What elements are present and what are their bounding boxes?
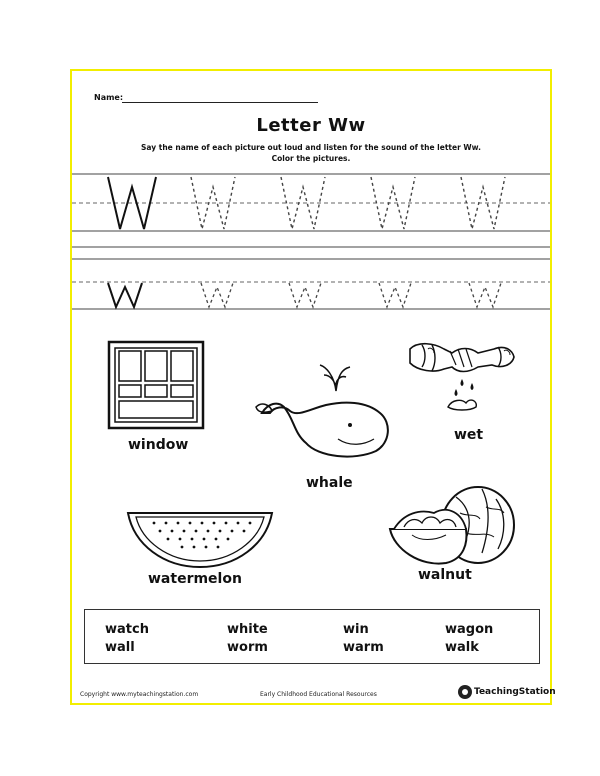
word-wall: wall [105,640,135,655]
uppercase-w-trace-3[interactable] [369,175,417,231]
uppercase-w-trace-1[interactable] [189,175,237,231]
watermelon-picture[interactable] [126,509,274,569]
footer-center: Early Childhood Educational Resources [260,691,377,698]
page-title: Letter Ww [256,115,366,136]
word-win: win [343,622,369,637]
whale-picture[interactable] [254,361,390,469]
word-worm: worm [227,640,268,655]
lowercase-w-trace-1[interactable] [199,281,235,309]
brand-logo [458,685,556,699]
whale-label: whale [306,475,353,491]
name-line[interactable] [122,102,318,103]
word-watch: watch [105,622,149,637]
word-warm: warm [343,640,384,655]
lowercase-w-trace-3[interactable] [377,281,413,309]
name-label: Name: [94,93,124,102]
instruction-line-2: Color the pictures. [271,154,351,163]
uppercase-w-trace-4[interactable] [459,175,507,231]
walnut-label: walnut [418,567,472,583]
lowercase-w-trace-4[interactable] [467,281,503,309]
wet-picture[interactable] [408,339,516,415]
window-picture[interactable] [108,341,204,429]
lowercase-w-trace-2[interactable] [287,281,323,309]
instruction-line-1: Say the name of each picture out loud and listen for the sound of the letter Ww. [141,143,481,152]
word-white: white [227,622,268,637]
uppercase-w-trace-2[interactable] [279,175,327,231]
wet-label: wet [454,427,484,443]
brand-name: TeachingStation [474,687,556,697]
footer-copyright: Copyright www.myteachingstation.com [80,691,199,698]
window-label: window [128,437,189,453]
walnut-picture[interactable] [386,483,518,569]
word-bank [84,609,540,664]
word-walk: walk [445,640,479,655]
teaching-station-logo-icon [458,685,472,699]
watermelon-label: watermelon [148,571,242,587]
word-wagon: wagon [445,622,494,637]
worksheet [70,69,556,705]
lowercase-w-solid [106,281,144,309]
uppercase-w-solid [106,175,158,231]
